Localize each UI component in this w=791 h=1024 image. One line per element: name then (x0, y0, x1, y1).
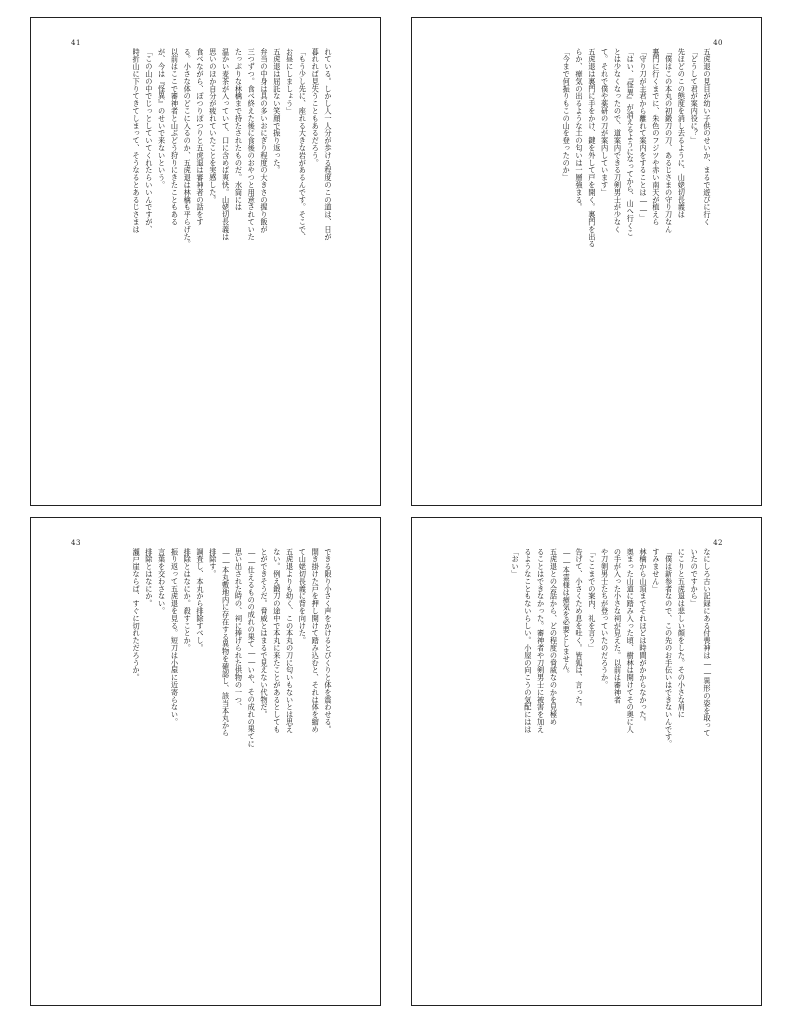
page-43 (30, 517, 381, 1006)
page-41 (30, 17, 381, 506)
page-body-text: なにしろ古い記録にある付喪神は――異形の姿を取って いたのですから」 にこりと五虎退は悲しい顔をした。その小さな肩に 「僕は新参者なので、この先のお手伝いはできないんです。 すみません」 林檎から山頂までそれほどは時間がかからなかった。 奥まった山道に踏み入った頃、樹林は開けてその奥に人 の手が入った小さな祠が見えた。以前は審神者 や刀剣男士たちが登っていたのだろうか。 「ここまでの案内、礼を言う」 告げて、小さくため息を吐く。皆狐は、言った。 ――本霊様は瘴気を必要としません。 五虎退との会話から、どの程度の脅威なのかを見極め ることはできなかった。審神者や刀剣男士に被害を加え るようなこともないらしい。小屋の向こうの気配にはは 「おい」 (511, 548, 712, 748)
page-body-text: できる限り小さく声をかけるとびくりと体を震わせる。 開き掛けた戸を押し開けて踏み込むと、それは体を縮め て山姥切長義に背を向けた。 五虎退よりも幼く、この本丸の刀に匂いもないとは思え ない。例え鍛刀の途中で本丸に来たことがあるとしても とができそうだ。脅威とはまるで見えない代物だ。 ――仕えるものの成れの果て――いや、その成れの果てに 思い出された時の、祠に捧げられた供物の一つ、 ――本丸敷地内に存在する異物を確認し、該当本丸から 排除す。 調査し、本丸から排除すべし。 排除とはなにか。殺すことか。 振り返って五虎退を見る。短刀は小屋に近寄らない。 言葉を交わさない。 排除とはなにか。 瀬戸崖ならば、すぐに切れただろうか。 (132, 548, 333, 748)
page-40 (411, 17, 762, 506)
page-body-text: 五虎退の見目が幼い子供のせいか、まるで遊びに行く 「どうして君が案内役に？」 先ほどのこの態度を消し去るように、山姥切長義は 「僕はこの本丸の初鍛刀の刀、あるじさまの守り刀なん 裏門に行くまでに、朱色のフジツや赤い南天が植えら 「守り刀が主君から離れて案内をすることは――」 「はい、『怪異』が消えるようになってから、山へ行くこ とは少なくなったので、道案内できる刀剣男士が少なく て。それで僕や薬研の刀が案内しています」 五虎退は裏門に手をかけ、鍵を外して戸を開く。裏門を出る らか、瘴気の出るような土の匂いは一層強まる。 「今まで何振りもこの山を登ったのか」 (562, 48, 712, 248)
page-number: 43 (71, 539, 81, 547)
page-body-text: れている。しかし人一人分が歩ける程度のこの道は、日が 暮れれば見失うこともあるだろう。 「もう少し先に、座れる大きな岩があるんです。そこで、 お昼にしましょう」 五虎退は屈託ない笑顔で振り返った。 弁当の中身は具の多いおにぎり程度の大きさの握り飯が 三つずつ。食べ終えた後に食後のおやつと用意されていた たっぷりな林檎まで持たされたものだ。水筒には 温かい麦茶が入っていて、口に含めば爽快。山姥切長義は 思いのほか自分が疲れていたことを実感した。 食べながら、ぽつりぽつりと五虎退は審神者の話をす る。小さな体のどこに入るのか、五虎退は林檎も平らげた。 以前はここで審神者と山ぶどう狩りにきたこともある が、今は『怪異』のせいで来ないという。 「この山の中でじっとしていてくれたらいいんですが、 時折山に下りてきてしまって、そうなるとあるじさまは (132, 48, 333, 248)
page-number: 42 (713, 539, 723, 547)
page-number: 40 (713, 39, 723, 47)
page-42 (411, 517, 762, 1006)
page-number: 41 (71, 39, 81, 47)
